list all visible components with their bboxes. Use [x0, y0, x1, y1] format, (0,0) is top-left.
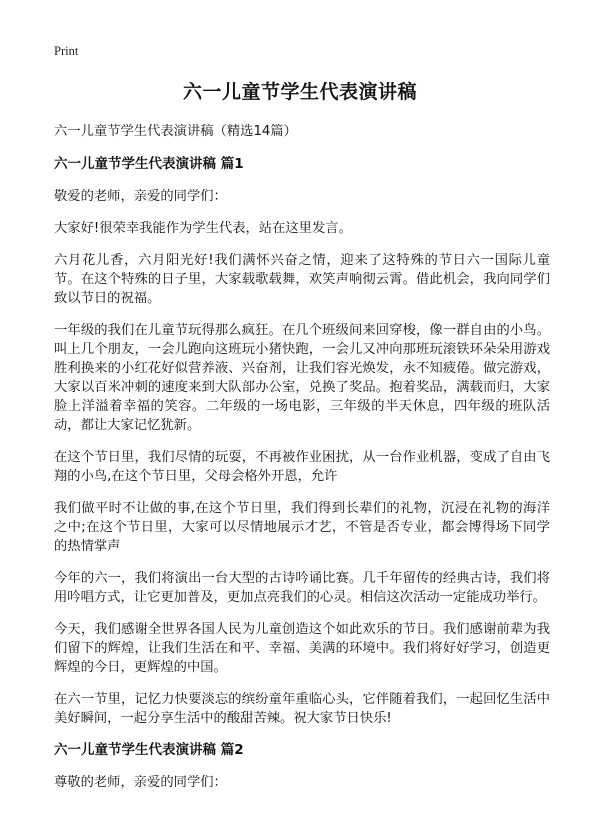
section-heading: 六一儿童节学生代表演讲稿 篇2 — [54, 742, 244, 758]
document-subtitle: 六一儿童节学生代表演讲稿（精选14篇） — [54, 124, 297, 139]
section-heading: 六一儿童节学生代表演讲稿 篇1 — [54, 156, 244, 172]
body-paragraph: 今天，我们感谢全世界各国人民为儿童创造这个如此欢乐的节日。我们感谢前辈为我们留下的辉煌，让我们生活在和平、幸福、美满的环境中。我们将好好学习，创造更辉煌的今日，更辉煌的中国。 — [54, 622, 550, 675]
body-paragraph: 在六一节里，记忆力快要淡忘的缤纷童年重临心头，它伴随着我们，一起回忆生活中美好瞬间，一起分享生活中的酸甜苦辣。祝大家节日快乐! — [54, 692, 550, 726]
body-paragraph: 在这个节日里，我们尽情的玩耍，不再被作业困扰，从一台作业机器，变成了自由飞翔的小鸟,在这个节日里，父母会格外开恩，允许 — [54, 450, 550, 484]
body-paragraph: 六月花儿香，六月阳光好!我们满怀兴奋之情，迎来了这特殊的节日六一国际儿童节。在这个特殊的日子里，大家载歌载舞，欢笑声响彻云霄。借此机会，我向同学们致以节日的祝福。 — [54, 253, 550, 306]
print-link[interactable]: Print — [54, 44, 79, 58]
body-paragraph: 一年级的我们在儿童节玩得那么疯狂。在几个班级间来回穿梭，像一群自由的小鸟。叫上几个朋友，一会儿跑向这班玩小猪快跑，一会儿又冲向那班玩滚铁环朵朵用游戏胜利换来的小红花好似营养液、兴奋剂，让我们容光焕发，永不知疲倦。做完游戏，大家以百米冲刺的速度来到大队部办公室，兑换了奖品。抱着奖品，满载而归，大家脸上洋溢着幸福的笑容。二年级的一场电影，三年级的半天休息，四年级的班队活动，都让大家记忆犹新。 — [54, 323, 550, 433]
greeting-paragraph: 尊敬的老师，亲爱的同学们： — [54, 775, 227, 790]
body-paragraph: 今年的六一，我们将演出一台大型的古诗吟诵比赛。几千年留传的经典古诗，我们将用吟唱方式，让它更加普及，更加点亮我们的心灵。相信这次活动一定能成功举行。 — [54, 571, 550, 605]
greeting-paragraph: 敬爱的老师，亲爱的同学们： — [54, 189, 227, 204]
body-paragraph: 我们做平时不让做的事,在这个节日里，我们得到长辈们的礼物，沉浸在礼物的海洋之中;在这个节日里，大家可以尽情地展示才艺，不管是否专业，都会博得场下同学的热情掌声 — [54, 501, 550, 554]
document-title: 六一儿童节学生代表演讲稿 — [182, 81, 417, 103]
document-body — [54, 122, 550, 805]
body-paragraph: 大家好!很荣幸我能作为学生代表，站在这里发言。 — [54, 221, 352, 236]
